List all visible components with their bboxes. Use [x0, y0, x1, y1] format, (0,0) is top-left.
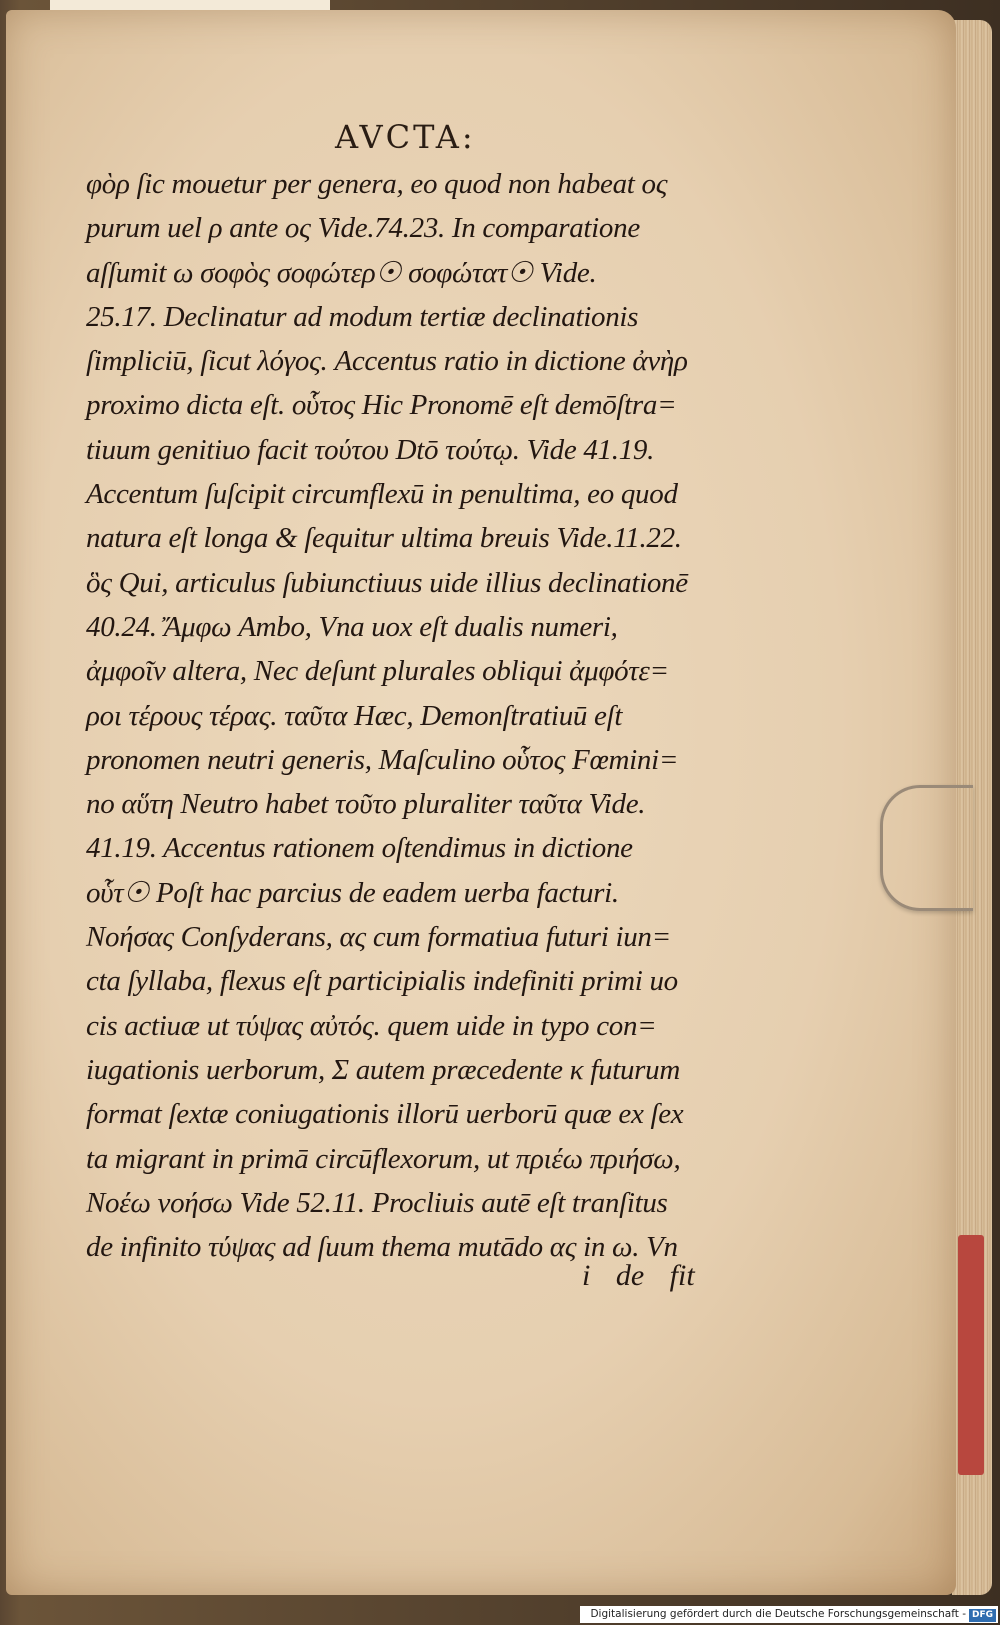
page-clip — [880, 785, 973, 911]
text-line: 40.24. Ἄμφω Ambo, Vna uox eſt dualis numeri, — [86, 610, 618, 643]
text-line: no αὕτη Neutro habet τοῦτο pluraliter ταῦτα Vide. — [86, 788, 646, 821]
text-line: iugationis uerborum, Σ autem præcedente κ futurum — [86, 1053, 680, 1086]
text-line: ſimpliciū, ſicut λόγος. Accentus ratio in dictione ἀνὴρ — [86, 345, 688, 378]
text-line: cis actiuæ ut τύψας αὐτός. quem uide in typo con= — [86, 1009, 657, 1042]
signature-catchword-line — [582, 1259, 722, 1293]
running-head: AVCTA: — [335, 118, 476, 156]
text-line: cta ſyllaba, flexus eſt participialis indefiniti primi uo — [86, 965, 678, 998]
text-line: οὗτ☉ Poſt hac parcius de eadem uerba facturi. — [86, 876, 619, 909]
catchword: de fit — [615, 1259, 695, 1292]
text-line: pronomen neutri generis, Maſculino οὗτος Fœmini= — [86, 743, 679, 776]
red-bookmark-ribbon — [958, 1235, 984, 1475]
page-body-text — [86, 162, 751, 1269]
text-line: tiuum genitiuo facit τούτου Dtō τούτῳ. Vide 41.19. — [86, 433, 655, 466]
text-line: ὃς Qui, articulus ſubiunctiuus uide illius declinationē — [86, 566, 688, 599]
text-line: proximo dicta eſt. οὗτος Hic Pronomē eſt demōſtra= — [86, 389, 677, 422]
text-line: Νοέω νοήσω Vide 52.11. Procliuis autē eſt tranſitus — [86, 1186, 668, 1219]
text-line: ἀμφοῖν altera, Nec deſunt plurales obliqui ἀμφότε= — [86, 655, 669, 688]
credit-text: Digitalisierung gefördert durch die Deutsche Forschungsgemeinschaft - — [590, 1608, 966, 1620]
text-line: ροι τέρους τέρας. ταῦτα Hæc, Demonſtratiuū eſt — [86, 699, 623, 732]
text-line: φὸρ ſic mouetur per genera, eo quod non habeat ος — [86, 168, 668, 200]
text-line: ta migrant in primā circūflexorum, ut πριέω πριήσω, — [86, 1142, 681, 1175]
dfg-logo: DFG — [969, 1609, 996, 1622]
text-line: Νοήσας Conſyderans, ας cum formatiua futuri iun= — [86, 921, 671, 954]
digitization-credit — [580, 1606, 998, 1623]
text-line: 41.19. Accentus rationem oſtendimus in dictione — [86, 832, 633, 865]
signature-mark: i — [582, 1259, 591, 1292]
text-line: natura eſt longa & ſequitur ultima breuis Vide.11.22. — [86, 522, 682, 555]
text-line: 25.17. Declinatur ad modum tertiæ declinationis — [86, 300, 639, 333]
text-line: Accentum ſuſcipit circumflexū in penultima, eo quod — [86, 478, 678, 511]
text-line: format ſextæ coniugationis illorū uerborū quæ ex ſex — [86, 1098, 684, 1131]
text-line: aſſumit ω σοφὸς σοφώτερ☉ σοφώτατ☉ Vide. — [86, 256, 597, 289]
text-line: de infinito τύψας ad ſuum thema mutādo ας in ω. Vn — [86, 1231, 678, 1264]
text-line: purum uel ρ ante ος Vide.74.23. In comparatione — [86, 212, 640, 245]
